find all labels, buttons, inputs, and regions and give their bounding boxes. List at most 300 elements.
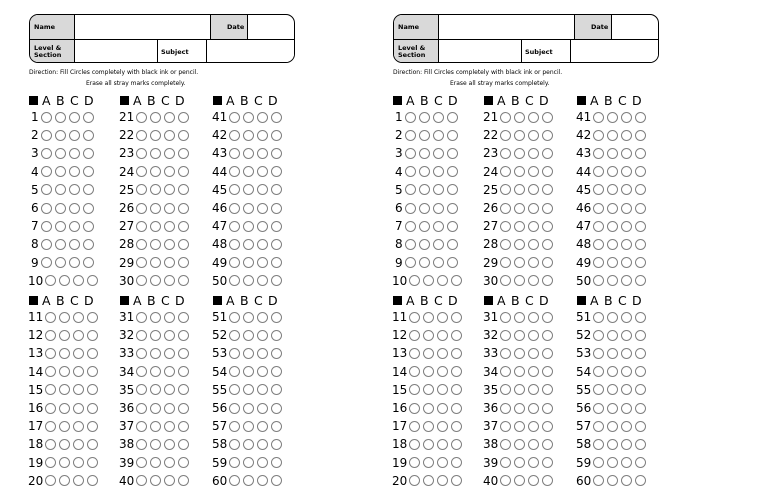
answer-bubble[interactable] [164, 239, 175, 250]
answer-bubble[interactable] [635, 403, 646, 414]
answer-bubble[interactable] [621, 275, 632, 286]
answer-bubble[interactable] [451, 275, 462, 286]
answer-bubble[interactable] [542, 312, 553, 323]
answer-bubble[interactable] [271, 184, 282, 195]
answer-bubble[interactable] [500, 366, 511, 377]
answer-bubble[interactable] [150, 221, 161, 232]
answer-bubble[interactable] [59, 366, 70, 377]
answer-bubble[interactable] [423, 421, 434, 432]
answer-bubble[interactable] [229, 312, 240, 323]
answer-bubble[interactable] [419, 166, 430, 177]
answer-bubble[interactable] [542, 184, 553, 195]
answer-bubble[interactable] [447, 130, 458, 141]
answer-bubble[interactable] [87, 421, 98, 432]
answer-bubble[interactable] [41, 166, 52, 177]
answer-bubble[interactable] [423, 348, 434, 359]
answer-bubble[interactable] [500, 148, 511, 159]
answer-bubble[interactable] [73, 275, 84, 286]
answer-bubble[interactable] [59, 403, 70, 414]
answer-bubble[interactable] [150, 148, 161, 159]
answer-bubble[interactable] [45, 439, 56, 450]
answer-bubble[interactable] [423, 457, 434, 468]
answer-bubble[interactable] [593, 366, 604, 377]
answer-bubble[interactable] [257, 184, 268, 195]
answer-bubble[interactable] [136, 348, 147, 359]
answer-bubble[interactable] [423, 384, 434, 395]
answer-bubble[interactable] [229, 475, 240, 486]
answer-bubble[interactable] [136, 239, 147, 250]
answer-bubble[interactable] [451, 403, 462, 414]
answer-bubble[interactable] [409, 312, 420, 323]
answer-bubble[interactable] [178, 330, 189, 341]
answer-bubble[interactable] [635, 457, 646, 468]
answer-bubble[interactable] [514, 112, 525, 123]
answer-bubble[interactable] [136, 403, 147, 414]
answer-bubble[interactable] [164, 166, 175, 177]
answer-bubble[interactable] [164, 330, 175, 341]
answer-bubble[interactable] [73, 366, 84, 377]
answer-bubble[interactable] [419, 148, 430, 159]
answer-bubble[interactable] [229, 239, 240, 250]
answer-bubble[interactable] [55, 148, 66, 159]
answer-bubble[interactable] [136, 384, 147, 395]
answer-bubble[interactable] [437, 312, 448, 323]
answer-bubble[interactable] [59, 312, 70, 323]
answer-bubble[interactable] [229, 112, 240, 123]
answer-bubble[interactable] [433, 239, 444, 250]
answer-bubble[interactable] [437, 348, 448, 359]
answer-bubble[interactable] [405, 257, 416, 268]
answer-bubble[interactable] [635, 221, 646, 232]
answer-bubble[interactable] [87, 275, 98, 286]
answer-bubble[interactable] [451, 421, 462, 432]
answer-bubble[interactable] [271, 148, 282, 159]
answer-bubble[interactable] [635, 130, 646, 141]
answer-bubble[interactable] [607, 457, 618, 468]
answer-bubble[interactable] [73, 348, 84, 359]
answer-bubble[interactable] [59, 475, 70, 486]
answer-bubble[interactable] [150, 439, 161, 450]
answer-bubble[interactable] [607, 130, 618, 141]
answer-bubble[interactable] [45, 366, 56, 377]
answer-bubble[interactable] [635, 366, 646, 377]
answer-bubble[interactable] [257, 457, 268, 468]
answer-bubble[interactable] [423, 475, 434, 486]
answer-bubble[interactable] [607, 275, 618, 286]
answer-bubble[interactable] [437, 475, 448, 486]
answer-bubble[interactable] [150, 257, 161, 268]
answer-bubble[interactable] [500, 203, 511, 214]
answer-bubble[interactable] [164, 221, 175, 232]
answer-bubble[interactable] [45, 421, 56, 432]
answer-bubble[interactable] [635, 330, 646, 341]
answer-bubble[interactable] [229, 184, 240, 195]
answer-bubble[interactable] [150, 475, 161, 486]
answer-bubble[interactable] [433, 148, 444, 159]
answer-bubble[interactable] [419, 257, 430, 268]
answer-bubble[interactable] [150, 130, 161, 141]
answer-bubble[interactable] [593, 312, 604, 323]
answer-bubble[interactable] [271, 421, 282, 432]
answer-bubble[interactable] [607, 366, 618, 377]
answer-bubble[interactable] [178, 130, 189, 141]
answer-bubble[interactable] [229, 166, 240, 177]
answer-bubble[interactable] [528, 239, 539, 250]
answer-bubble[interactable] [593, 166, 604, 177]
answer-bubble[interactable] [405, 239, 416, 250]
answer-bubble[interactable] [607, 148, 618, 159]
answer-bubble[interactable] [164, 439, 175, 450]
answer-bubble[interactable] [178, 439, 189, 450]
answer-bubble[interactable] [257, 239, 268, 250]
answer-bubble[interactable] [243, 112, 254, 123]
answer-bubble[interactable] [635, 148, 646, 159]
answer-bubble[interactable] [136, 221, 147, 232]
answer-bubble[interactable] [136, 475, 147, 486]
answer-bubble[interactable] [423, 366, 434, 377]
answer-bubble[interactable] [423, 330, 434, 341]
answer-bubble[interactable] [45, 330, 56, 341]
answer-bubble[interactable] [528, 403, 539, 414]
answer-bubble[interactable] [451, 330, 462, 341]
answer-bubble[interactable] [447, 221, 458, 232]
subject-field[interactable] [207, 40, 295, 63]
answer-bubble[interactable] [593, 239, 604, 250]
answer-bubble[interactable] [621, 148, 632, 159]
answer-bubble[interactable] [178, 184, 189, 195]
answer-bubble[interactable] [542, 439, 553, 450]
answer-bubble[interactable] [451, 439, 462, 450]
answer-bubble[interactable] [447, 257, 458, 268]
answer-bubble[interactable] [528, 384, 539, 395]
answer-bubble[interactable] [542, 275, 553, 286]
answer-bubble[interactable] [257, 421, 268, 432]
answer-bubble[interactable] [409, 475, 420, 486]
answer-bubble[interactable] [447, 112, 458, 123]
answer-bubble[interactable] [164, 366, 175, 377]
answer-bubble[interactable] [433, 221, 444, 232]
answer-bubble[interactable] [257, 112, 268, 123]
answer-bubble[interactable] [136, 112, 147, 123]
answer-bubble[interactable] [447, 239, 458, 250]
answer-bubble[interactable] [73, 312, 84, 323]
answer-bubble[interactable] [87, 475, 98, 486]
answer-bubble[interactable] [433, 112, 444, 123]
answer-bubble[interactable] [447, 203, 458, 214]
answer-bubble[interactable] [83, 203, 94, 214]
answer-bubble[interactable] [229, 275, 240, 286]
answer-bubble[interactable] [229, 203, 240, 214]
answer-bubble[interactable] [437, 275, 448, 286]
answer-bubble[interactable] [271, 166, 282, 177]
answer-bubble[interactable] [514, 184, 525, 195]
answer-bubble[interactable] [607, 439, 618, 450]
answer-bubble[interactable] [136, 130, 147, 141]
answer-bubble[interactable] [607, 348, 618, 359]
answer-bubble[interactable] [150, 384, 161, 395]
answer-bubble[interactable] [59, 330, 70, 341]
answer-bubble[interactable] [409, 457, 420, 468]
answer-bubble[interactable] [83, 239, 94, 250]
answer-bubble[interactable] [257, 439, 268, 450]
answer-bubble[interactable] [243, 421, 254, 432]
answer-bubble[interactable] [437, 403, 448, 414]
answer-bubble[interactable] [593, 221, 604, 232]
answer-bubble[interactable] [542, 403, 553, 414]
answer-bubble[interactable] [514, 330, 525, 341]
answer-bubble[interactable] [607, 184, 618, 195]
answer-bubble[interactable] [243, 257, 254, 268]
answer-bubble[interactable] [607, 475, 618, 486]
answer-bubble[interactable] [257, 348, 268, 359]
answer-bubble[interactable] [59, 421, 70, 432]
answer-bubble[interactable] [243, 475, 254, 486]
answer-bubble[interactable] [164, 257, 175, 268]
answer-bubble[interactable] [607, 312, 618, 323]
answer-bubble[interactable] [528, 475, 539, 486]
answer-bubble[interactable] [542, 221, 553, 232]
answer-bubble[interactable] [45, 457, 56, 468]
answer-bubble[interactable] [500, 439, 511, 450]
answer-bubble[interactable] [136, 366, 147, 377]
answer-bubble[interactable] [451, 457, 462, 468]
answer-bubble[interactable] [528, 184, 539, 195]
answer-bubble[interactable] [257, 384, 268, 395]
answer-bubble[interactable] [271, 203, 282, 214]
answer-bubble[interactable] [55, 130, 66, 141]
answer-bubble[interactable] [607, 384, 618, 395]
answer-bubble[interactable] [593, 457, 604, 468]
answer-bubble[interactable] [229, 348, 240, 359]
answer-bubble[interactable] [229, 421, 240, 432]
answer-bubble[interactable] [593, 330, 604, 341]
answer-bubble[interactable] [243, 312, 254, 323]
answer-bubble[interactable] [164, 421, 175, 432]
answer-bubble[interactable] [593, 439, 604, 450]
answer-bubble[interactable] [405, 166, 416, 177]
answer-bubble[interactable] [55, 239, 66, 250]
answer-bubble[interactable] [229, 403, 240, 414]
answer-bubble[interactable] [405, 130, 416, 141]
answer-bubble[interactable] [178, 166, 189, 177]
answer-bubble[interactable] [59, 439, 70, 450]
answer-bubble[interactable] [150, 239, 161, 250]
answer-bubble[interactable] [271, 348, 282, 359]
answer-bubble[interactable] [621, 239, 632, 250]
answer-bubble[interactable] [419, 203, 430, 214]
answer-bubble[interactable] [528, 457, 539, 468]
answer-bubble[interactable] [178, 257, 189, 268]
answer-bubble[interactable] [41, 130, 52, 141]
answer-bubble[interactable] [451, 348, 462, 359]
answer-bubble[interactable] [136, 148, 147, 159]
answer-bubble[interactable] [178, 457, 189, 468]
answer-bubble[interactable] [607, 239, 618, 250]
name-field[interactable] [75, 15, 209, 39]
answer-bubble[interactable] [243, 348, 254, 359]
answer-bubble[interactable] [405, 148, 416, 159]
answer-bubble[interactable] [257, 203, 268, 214]
answer-bubble[interactable] [635, 475, 646, 486]
answer-bubble[interactable] [136, 330, 147, 341]
answer-bubble[interactable] [164, 184, 175, 195]
answer-bubble[interactable] [528, 275, 539, 286]
answer-bubble[interactable] [514, 166, 525, 177]
answer-bubble[interactable] [243, 330, 254, 341]
answer-bubble[interactable] [593, 184, 604, 195]
answer-bubble[interactable] [229, 366, 240, 377]
answer-bubble[interactable] [271, 221, 282, 232]
answer-bubble[interactable] [229, 384, 240, 395]
answer-bubble[interactable] [55, 166, 66, 177]
answer-bubble[interactable] [500, 130, 511, 141]
answer-bubble[interactable] [528, 439, 539, 450]
answer-bubble[interactable] [83, 166, 94, 177]
answer-bubble[interactable] [178, 312, 189, 323]
answer-bubble[interactable] [409, 348, 420, 359]
answer-bubble[interactable] [73, 439, 84, 450]
answer-bubble[interactable] [243, 221, 254, 232]
level-section-field[interactable] [75, 40, 157, 63]
answer-bubble[interactable] [593, 148, 604, 159]
answer-bubble[interactable] [593, 403, 604, 414]
answer-bubble[interactable] [500, 348, 511, 359]
answer-bubble[interactable] [271, 384, 282, 395]
answer-bubble[interactable] [271, 439, 282, 450]
answer-bubble[interactable] [59, 457, 70, 468]
answer-bubble[interactable] [433, 130, 444, 141]
answer-bubble[interactable] [243, 130, 254, 141]
answer-bubble[interactable] [447, 184, 458, 195]
answer-bubble[interactable] [257, 221, 268, 232]
answer-bubble[interactable] [178, 239, 189, 250]
answer-bubble[interactable] [621, 257, 632, 268]
answer-bubble[interactable] [83, 148, 94, 159]
answer-bubble[interactable] [229, 221, 240, 232]
answer-bubble[interactable] [542, 421, 553, 432]
answer-bubble[interactable] [405, 112, 416, 123]
answer-bubble[interactable] [243, 203, 254, 214]
answer-bubble[interactable] [542, 330, 553, 341]
answer-bubble[interactable] [528, 348, 539, 359]
answer-bubble[interactable] [635, 421, 646, 432]
answer-bubble[interactable] [514, 203, 525, 214]
answer-bubble[interactable] [437, 421, 448, 432]
answer-bubble[interactable] [257, 312, 268, 323]
answer-bubble[interactable] [271, 257, 282, 268]
answer-bubble[interactable] [178, 403, 189, 414]
answer-bubble[interactable] [41, 184, 52, 195]
answer-bubble[interactable] [419, 184, 430, 195]
answer-bubble[interactable] [83, 257, 94, 268]
answer-bubble[interactable] [542, 203, 553, 214]
answer-bubble[interactable] [150, 421, 161, 432]
answer-bubble[interactable] [621, 184, 632, 195]
answer-bubble[interactable] [229, 330, 240, 341]
answer-bubble[interactable] [271, 239, 282, 250]
answer-bubble[interactable] [164, 475, 175, 486]
answer-bubble[interactable] [621, 166, 632, 177]
answer-bubble[interactable] [150, 330, 161, 341]
answer-bubble[interactable] [243, 239, 254, 250]
answer-bubble[interactable] [500, 384, 511, 395]
answer-bubble[interactable] [621, 421, 632, 432]
answer-bubble[interactable] [500, 166, 511, 177]
answer-bubble[interactable] [593, 203, 604, 214]
answer-bubble[interactable] [257, 257, 268, 268]
answer-bubble[interactable] [621, 312, 632, 323]
answer-bubble[interactable] [635, 203, 646, 214]
answer-bubble[interactable] [409, 330, 420, 341]
answer-bubble[interactable] [55, 112, 66, 123]
answer-bubble[interactable] [542, 239, 553, 250]
answer-bubble[interactable] [83, 221, 94, 232]
answer-bubble[interactable] [69, 257, 80, 268]
answer-bubble[interactable] [635, 348, 646, 359]
answer-bubble[interactable] [423, 312, 434, 323]
answer-bubble[interactable] [59, 384, 70, 395]
answer-bubble[interactable] [437, 330, 448, 341]
answer-bubble[interactable] [257, 275, 268, 286]
answer-bubble[interactable] [164, 130, 175, 141]
answer-bubble[interactable] [45, 403, 56, 414]
answer-bubble[interactable] [635, 166, 646, 177]
subject-field[interactable] [571, 40, 659, 63]
answer-bubble[interactable] [437, 457, 448, 468]
answer-bubble[interactable] [87, 384, 98, 395]
answer-bubble[interactable] [41, 221, 52, 232]
answer-bubble[interactable] [178, 203, 189, 214]
date-field[interactable] [248, 15, 295, 39]
answer-bubble[interactable] [257, 403, 268, 414]
answer-bubble[interactable] [87, 348, 98, 359]
answer-bubble[interactable] [136, 257, 147, 268]
answer-bubble[interactable] [621, 348, 632, 359]
answer-bubble[interactable] [542, 348, 553, 359]
answer-bubble[interactable] [621, 384, 632, 395]
answer-bubble[interactable] [528, 221, 539, 232]
answer-bubble[interactable] [447, 148, 458, 159]
answer-bubble[interactable] [635, 275, 646, 286]
level-section-field[interactable] [439, 40, 521, 63]
answer-bubble[interactable] [405, 203, 416, 214]
answer-bubble[interactable] [409, 384, 420, 395]
answer-bubble[interactable] [528, 166, 539, 177]
answer-bubble[interactable] [87, 439, 98, 450]
answer-bubble[interactable] [542, 130, 553, 141]
answer-bubble[interactable] [437, 439, 448, 450]
answer-bubble[interactable] [451, 384, 462, 395]
answer-bubble[interactable] [73, 330, 84, 341]
answer-bubble[interactable] [150, 366, 161, 377]
answer-bubble[interactable] [41, 112, 52, 123]
answer-bubble[interactable] [409, 421, 420, 432]
answer-bubble[interactable] [164, 403, 175, 414]
answer-bubble[interactable] [593, 348, 604, 359]
answer-bubble[interactable] [271, 312, 282, 323]
answer-bubble[interactable] [178, 421, 189, 432]
answer-bubble[interactable] [150, 203, 161, 214]
answer-bubble[interactable] [150, 312, 161, 323]
answer-bubble[interactable] [243, 457, 254, 468]
date-field[interactable] [612, 15, 659, 39]
answer-bubble[interactable] [83, 112, 94, 123]
answer-bubble[interactable] [528, 312, 539, 323]
answer-bubble[interactable] [55, 257, 66, 268]
answer-bubble[interactable] [593, 130, 604, 141]
answer-bubble[interactable] [542, 384, 553, 395]
answer-bubble[interactable] [229, 457, 240, 468]
